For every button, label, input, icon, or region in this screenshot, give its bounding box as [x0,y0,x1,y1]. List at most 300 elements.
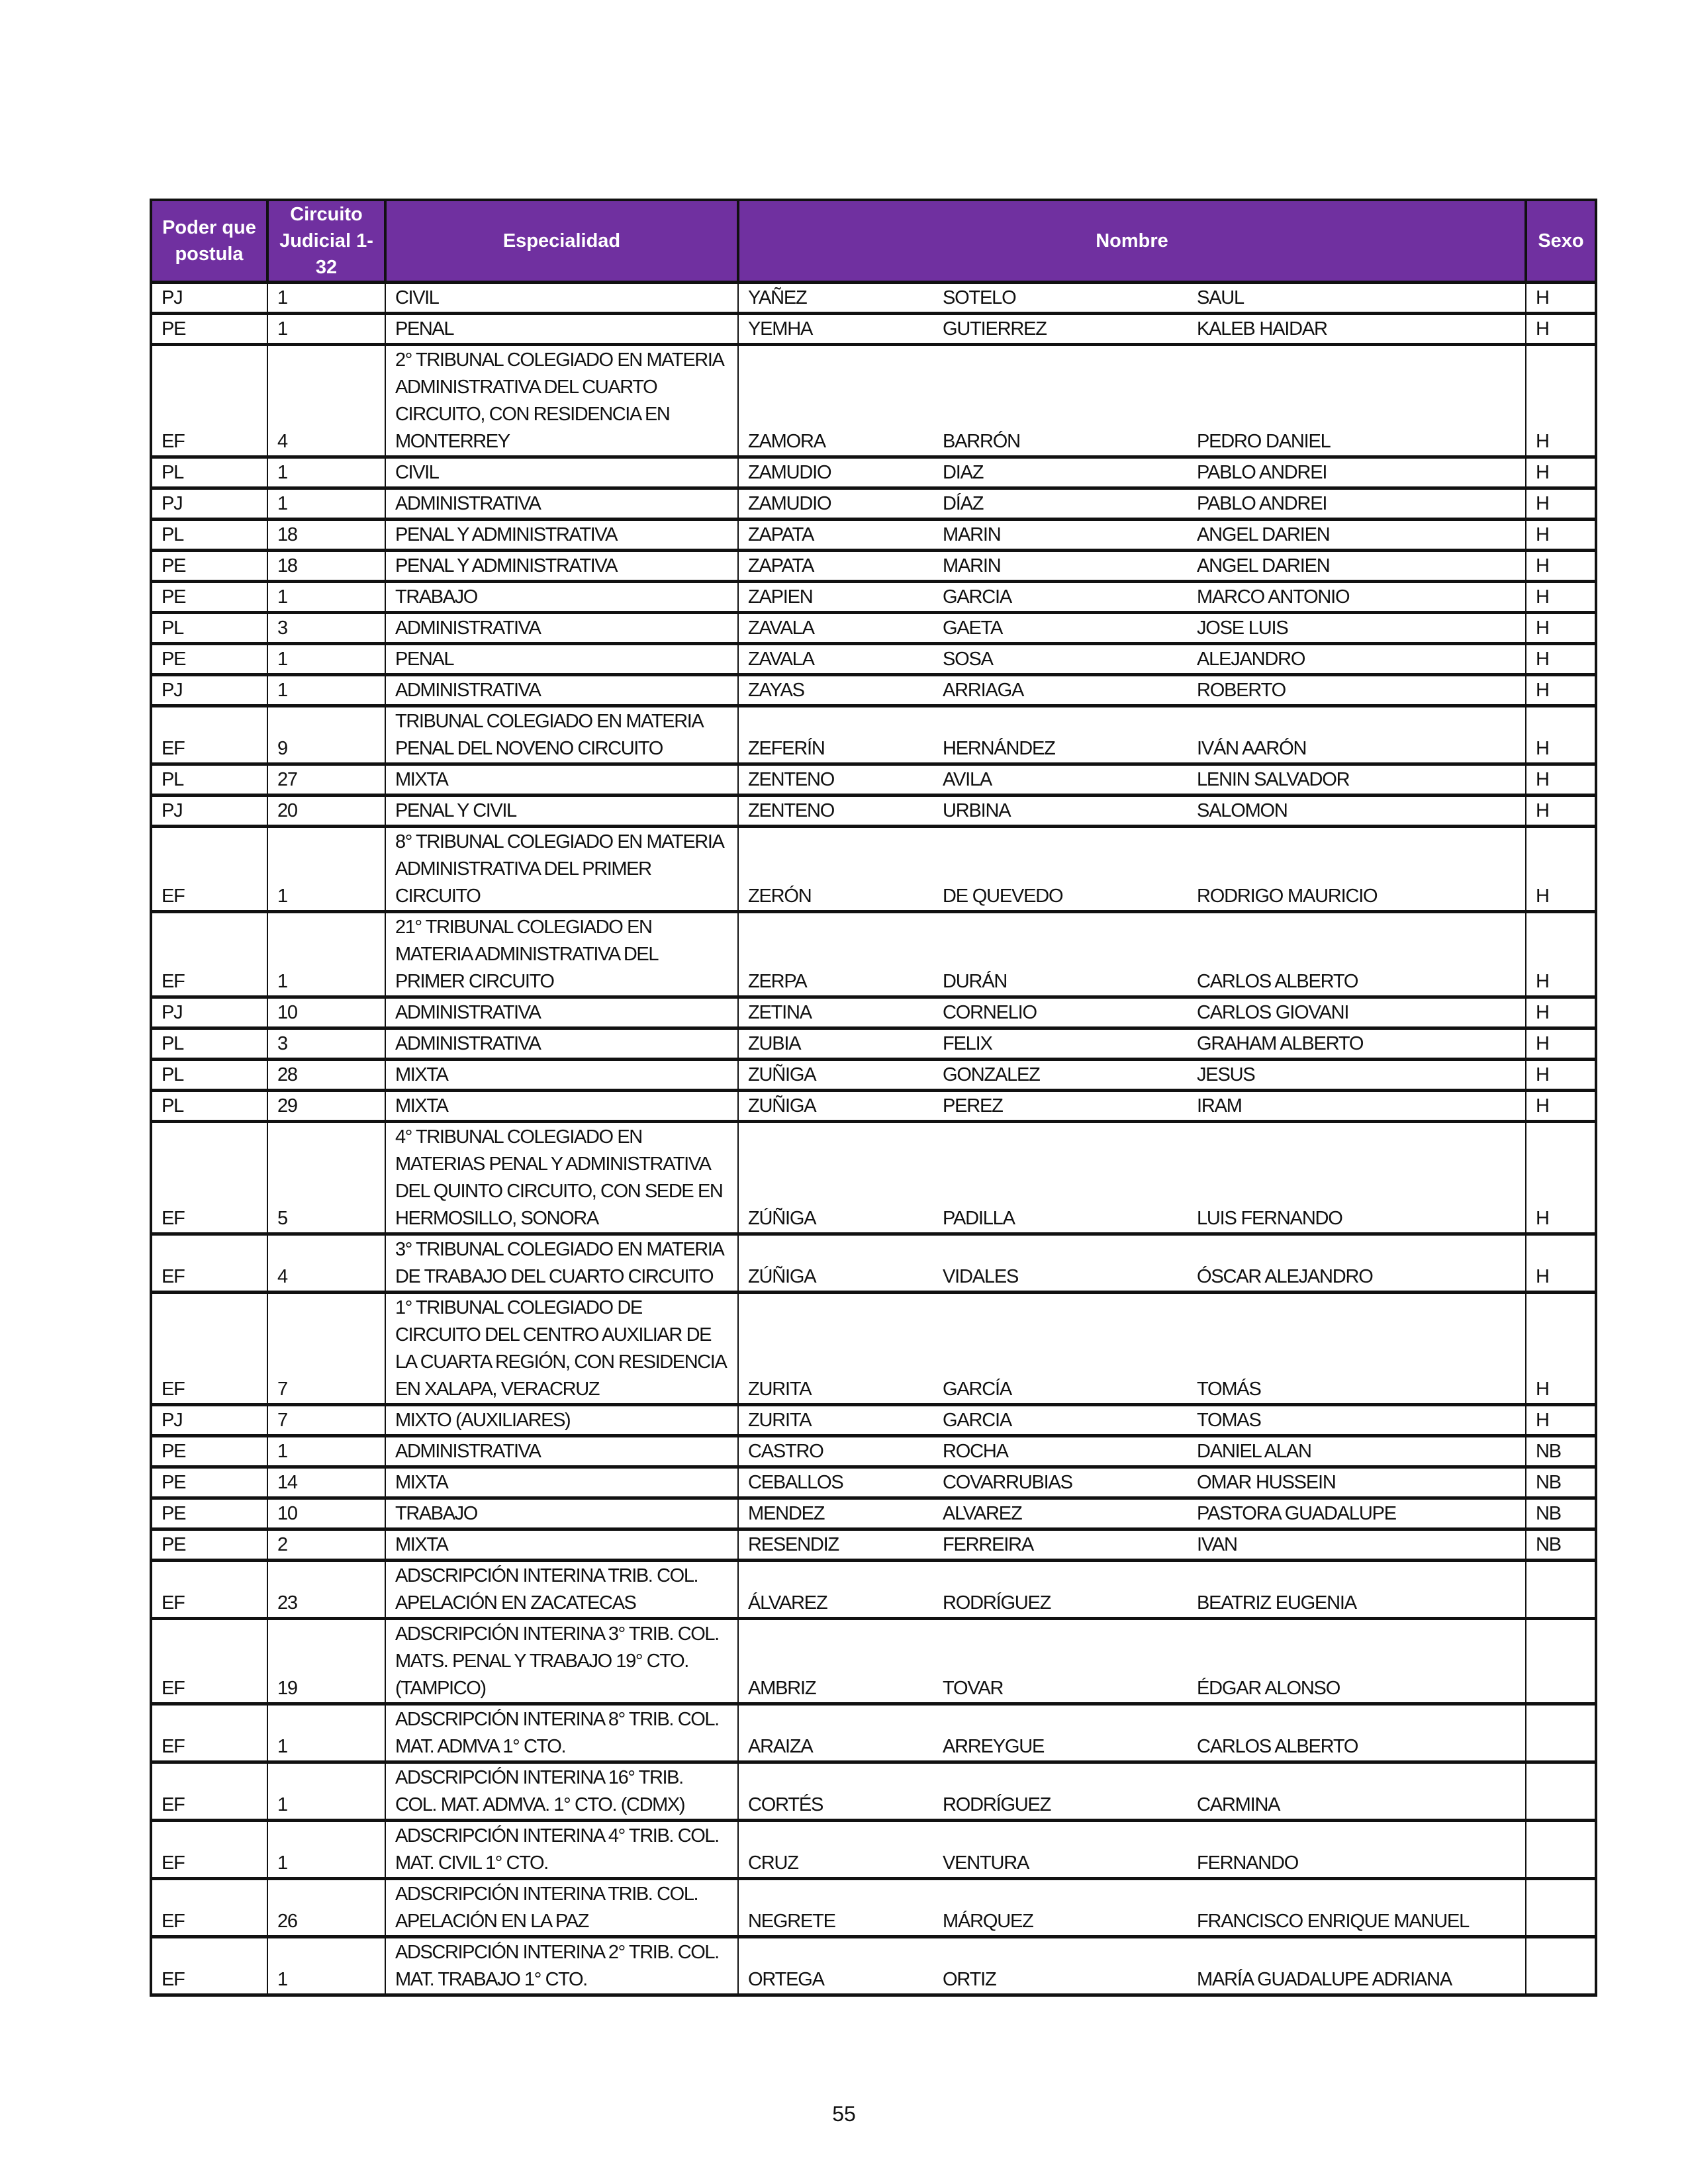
nombre-parts [739,1500,1525,1527]
table-row [151,912,1596,997]
apellido-materno: MARIN [943,555,1001,576]
cell-nombre [738,1436,1526,1467]
table-row [151,1028,1596,1060]
apellido-paterno: ZENTENO [748,800,835,821]
table-row [151,520,1596,551]
cell-poder: EF [151,1704,267,1762]
cell-circuito: 1 [267,314,385,345]
nombres: DANIEL ALAN [1197,1441,1311,1462]
table-row [151,551,1596,582]
cell-sexo: NB [1526,1436,1596,1467]
table-row [151,997,1596,1028]
cell-circuito: 1 [267,1821,385,1879]
cell-circuito: 14 [267,1467,385,1498]
cell-especialidad: TRABAJO [385,1498,738,1529]
cell-especialidad: MIXTA [385,1091,738,1122]
cell-nombre [738,457,1526,488]
nombre-parts [739,584,1525,611]
apellido-paterno: ARAIZA [748,1736,813,1757]
cell-sexo [1526,1561,1596,1619]
apellido-materno: ORTIZ [943,1969,996,1990]
cell-circuito: 18 [267,520,385,551]
cell-circuito: 1 [267,283,385,314]
cell-sexo: H [1526,1293,1596,1405]
nombre-parts [739,553,1525,580]
cell-nombre [738,283,1526,314]
cell-poder: EF [151,827,267,912]
cell-circuito: 5 [267,1122,385,1234]
cell-especialidad: ADSCRIPCIÓN INTERINA 3° TRIB. COL. MATS. PENAL Y TRABAJO 19° CTO. (TAMPICO) [385,1619,738,1704]
cell-circuito: 9 [267,706,385,764]
apellido-paterno: RESENDIZ [748,1534,839,1555]
apellido-materno: FERREIRA [943,1534,1034,1555]
apellido-materno: FELIX [943,1033,992,1054]
cell-sexo [1526,1704,1596,1762]
cell-poder: PE [151,551,267,582]
cell-sexo: H [1526,613,1596,644]
table-row [151,1467,1596,1498]
apellido-materno: ARREYGUE [943,1736,1045,1757]
apellido-paterno: ZAMORA [748,431,825,452]
nombres: FRANCISCO ENRIQUE MANUEL [1197,1911,1470,1932]
apellido-materno: SOSA [943,649,993,670]
cell-nombre [738,997,1526,1028]
apellido-materno: RODRÍGUEZ [943,1794,1051,1815]
apellido-paterno: ZUBIA [748,1033,801,1054]
apellido-materno: ROCHA [943,1441,1008,1462]
cell-nombre [738,1879,1526,1937]
apellido-paterno: ZAYAS [748,680,804,701]
apellido-materno: BARRÓN [943,431,1020,452]
cell-especialidad: ADSCRIPCIÓN INTERINA 8° TRIB. COL. MAT. ADMVA 1° CTO. [385,1704,738,1762]
apellido-materno: GARCÍA [943,1379,1011,1400]
cell-especialidad: ADMINISTRATIVA [385,997,738,1028]
cell-nombre [738,675,1526,706]
table-row [151,1234,1596,1293]
header-poder: Poder que postula [151,200,267,283]
cell-nombre [738,1762,1526,1821]
cell-sexo: H [1526,345,1596,457]
header-nombre: Nombre [738,200,1526,283]
cell-circuito: 1 [267,1436,385,1467]
table-row [151,1293,1596,1405]
nombres: IRAM [1197,1095,1242,1116]
apellido-paterno: ORTEGA [748,1969,824,1990]
cell-poder: PE [151,1467,267,1498]
cell-poder: EF [151,1293,267,1405]
nombre-parts [739,1908,1525,1935]
nombre-parts [739,1205,1525,1232]
apellido-materno: MARIN [943,524,1001,545]
nombre-parts [739,1966,1525,1993]
cell-circuito: 1 [267,912,385,997]
table-row [151,827,1596,912]
cell-nombre [738,1561,1526,1619]
nombres: OMAR HUSSEIN [1197,1472,1336,1493]
apellido-paterno: ZAMUDIO [748,493,831,514]
nombre-parts [739,615,1525,642]
cell-especialidad: 8° TRIBUNAL COLEGIADO EN MATERIA ADMINISTRATIVA DEL PRIMER CIRCUITO [385,827,738,912]
cell-sexo: H [1526,1091,1596,1122]
nombre-parts [739,883,1525,910]
cell-sexo: H [1526,1234,1596,1293]
apellido-materno: VENTURA [943,1852,1029,1874]
nombres: GRAHAM ALBERTO [1197,1033,1364,1054]
cell-nombre [738,1529,1526,1561]
cell-circuito: 3 [267,613,385,644]
nombre-parts [739,968,1525,995]
cell-circuito: 1 [267,1937,385,1995]
cell-especialidad: PENAL [385,314,738,345]
cell-circuito: 2 [267,1529,385,1561]
cell-nombre [738,1028,1526,1060]
apellido-materno: PEREZ [943,1095,1003,1116]
apellido-materno: DIAZ [943,462,984,483]
cell-nombre [738,488,1526,520]
nombres: CARLOS ALBERTO [1197,971,1358,992]
table-row [151,1060,1596,1091]
cell-nombre [738,1405,1526,1436]
cell-especialidad: MIXTA [385,1060,738,1091]
cell-circuito: 10 [267,1498,385,1529]
cell-circuito: 18 [267,551,385,582]
nombres: ANGEL DARIEN [1197,555,1330,576]
cell-sexo: H [1526,457,1596,488]
cell-circuito: 7 [267,1405,385,1436]
cell-poder: EF [151,1879,267,1937]
cell-poder: PE [151,1529,267,1561]
apellido-paterno: CASTRO [748,1441,823,1462]
cell-sexo: NB [1526,1498,1596,1529]
cell-poder: PJ [151,283,267,314]
table-row [151,706,1596,764]
cell-circuito: 1 [267,827,385,912]
apellido-paterno: ZAVALA [748,617,814,639]
table-row [151,1821,1596,1879]
nombres: PEDRO DANIEL [1197,431,1331,452]
cell-circuito: 1 [267,644,385,675]
nombres: CARMINA [1197,1794,1280,1815]
cell-poder: PL [151,1091,267,1122]
cell-circuito: 10 [267,997,385,1028]
cell-especialidad: ADSCRIPCIÓN INTERINA TRIB. COL. APELACIÓN EN ZACATECAS [385,1561,738,1619]
cell-poder: PJ [151,1405,267,1436]
cell-poder: PL [151,457,267,488]
nombres: LUIS FERNANDO [1197,1208,1342,1229]
apellido-materno: CORNELIO [943,1002,1037,1023]
apellido-paterno: MENDEZ [748,1503,825,1524]
cell-especialidad: ADSCRIPCIÓN INTERINA 4° TRIB. COL. MAT. CIVIL 1° CTO. [385,1821,738,1879]
cell-especialidad: ADSCRIPCIÓN INTERINA TRIB. COL. APELACIÓN EN LA PAZ [385,1879,738,1937]
apellido-materno: ARRIAGA [943,680,1024,701]
apellido-paterno: ZETINA [748,1002,812,1023]
table-row [151,1122,1596,1234]
candidates-table [150,199,1597,1997]
nombre-parts [739,428,1525,455]
cell-circuito: 29 [267,1091,385,1122]
header-sexo: Sexo [1526,200,1596,283]
nombre-parts [739,1062,1525,1089]
cell-poder: EF [151,1821,267,1879]
cell-especialidad: ADMINISTRATIVA [385,613,738,644]
cell-nombre [738,1091,1526,1122]
apellido-paterno: AMBRIZ [748,1678,816,1699]
nombre-parts [739,1792,1525,1819]
table-row [151,675,1596,706]
apellido-materno: GARCIA [943,586,1011,608]
nombre-parts [739,766,1525,794]
apellido-paterno: ZUÑIGA [748,1095,816,1116]
cell-poder: EF [151,1762,267,1821]
cell-especialidad: PENAL Y ADMINISTRATIVA [385,520,738,551]
cell-especialidad: MIXTA [385,1467,738,1498]
table-row [151,764,1596,796]
nombres: CARLOS ALBERTO [1197,1736,1358,1757]
nombres: IVÁN AARÓN [1197,738,1307,759]
cell-poder: PE [151,1498,267,1529]
nombre-parts [739,1850,1525,1877]
table-row [151,1498,1596,1529]
cell-circuito: 1 [267,582,385,613]
cell-nombre [738,1234,1526,1293]
nombres: SAUL [1197,287,1244,308]
apellido-materno: DÍAZ [943,493,984,514]
cell-especialidad: 3° TRIBUNAL COLEGIADO EN MATERIA DE TRABAJO DEL CUARTO CIRCUITO [385,1234,738,1293]
cell-poder: EF [151,912,267,997]
nombres: ÉDGAR ALONSO [1197,1678,1340,1699]
cell-poder: EF [151,1561,267,1619]
cell-especialidad: PENAL Y ADMINISTRATIVA [385,551,738,582]
cell-poder: PL [151,520,267,551]
cell-circuito: 23 [267,1561,385,1619]
cell-nombre [738,912,1526,997]
cell-nombre [738,1498,1526,1529]
table-row [151,457,1596,488]
nombres: PABLO ANDREI [1197,462,1327,483]
apellido-paterno: ZEFERÍN [748,738,825,759]
cell-poder: EF [151,706,267,764]
table-row [151,1436,1596,1467]
cell-poder: EF [151,1122,267,1234]
nombres: ALEJANDRO [1197,649,1305,670]
table-row [151,1937,1596,1995]
nombres: PASTORA GUADALUPE [1197,1503,1396,1524]
nombres: MARÍA GUADALUPE ADRIANA [1197,1969,1452,1990]
apellido-materno: GAETA [943,617,1003,639]
cell-sexo: H [1526,997,1596,1028]
table-row [151,796,1596,827]
cell-poder: EF [151,1234,267,1293]
nombre-parts [739,735,1525,762]
table-row [151,1405,1596,1436]
nombres: SALOMON [1197,800,1288,821]
table-row [151,613,1596,644]
cell-especialidad: ADMINISTRATIVA [385,1436,738,1467]
nombre-parts [739,459,1525,486]
table-row [151,1762,1596,1821]
apellido-materno: HERNÁNDEZ [943,738,1055,759]
cell-poder: PE [151,1436,267,1467]
apellido-paterno: CRUZ [748,1852,798,1874]
cell-nombre [738,644,1526,675]
apellido-paterno: CORTÉS [748,1794,823,1815]
cell-sexo: H [1526,283,1596,314]
apellido-paterno: ZERÓN [748,886,812,907]
nombre-parts [739,1590,1525,1617]
nombre-parts [739,1407,1525,1434]
nombre-parts [739,677,1525,704]
table-row [151,1529,1596,1561]
cell-especialidad: ADSCRIPCIÓN INTERINA 2° TRIB. COL. MAT. TRABAJO 1° CTO. [385,1937,738,1995]
cell-poder: PL [151,1028,267,1060]
nombres: TOMÁS [1197,1379,1261,1400]
cell-nombre [738,706,1526,764]
header-circuito: Circuito Judicial 1-32 [267,200,385,283]
cell-especialidad: ADMINISTRATIVA [385,675,738,706]
cell-nombre [738,1619,1526,1704]
cell-nombre [738,1467,1526,1498]
apellido-materno: MÁRQUEZ [943,1911,1033,1932]
cell-especialidad: TRIBUNAL COLEGIADO EN MATERIA PENAL DEL NOVENO CIRCUITO [385,706,738,764]
cell-nombre [738,551,1526,582]
nombre-parts [739,1531,1525,1559]
nombre-parts [739,490,1525,518]
cell-nombre [738,1821,1526,1879]
apellido-materno: RODRÍGUEZ [943,1592,1051,1614]
cell-sexo: H [1526,1060,1596,1091]
cell-especialidad: ADSCRIPCIÓN INTERINA 16° TRIB. COL. MAT. ADMVA. 1° CTO. (CDMX) [385,1762,738,1821]
cell-sexo: H [1526,827,1596,912]
cell-circuito: 26 [267,1879,385,1937]
cell-especialidad: ADMINISTRATIVA [385,1028,738,1060]
cell-especialidad: MIXTA [385,764,738,796]
apellido-materno: COVARRUBIAS [943,1472,1072,1493]
apellido-paterno: ZAPIEN [748,586,813,608]
cell-nombre [738,1704,1526,1762]
apellido-materno: URBINA [943,800,1011,821]
apellido-materno: DE QUEVEDO [943,886,1063,907]
cell-sexo: H [1526,764,1596,796]
nombre-parts [739,1733,1525,1760]
cell-circuito: 19 [267,1619,385,1704]
cell-circuito: 7 [267,1293,385,1405]
cell-sexo: NB [1526,1467,1596,1498]
cell-nombre [738,314,1526,345]
cell-poder: PL [151,1060,267,1091]
cell-nombre [738,582,1526,613]
cell-especialidad: TRABAJO [385,582,738,613]
cell-sexo: H [1526,644,1596,675]
table-row [151,1091,1596,1122]
apellido-paterno: CEBALLOS [748,1472,843,1493]
nombres: JOSE LUIS [1197,617,1288,639]
table-row [151,345,1596,457]
cell-sexo: H [1526,582,1596,613]
cell-especialidad: 2° TRIBUNAL COLEGIADO EN MATERIA ADMINISTRATIVA DEL CUARTO CIRCUITO, CON RESIDENCIA EN MONTERREY [385,345,738,457]
cell-poder: PJ [151,796,267,827]
nombres: JESUS [1197,1064,1255,1085]
cell-circuito: 1 [267,1704,385,1762]
nombre-parts [739,316,1525,343]
table-row [151,283,1596,314]
nombre-parts [739,285,1525,312]
cell-especialidad: CIVIL [385,457,738,488]
table-row [151,314,1596,345]
cell-nombre [738,764,1526,796]
apellido-paterno: ZURITA [748,1410,812,1431]
apellido-paterno: ZAMUDIO [748,462,831,483]
nombre-parts [739,999,1525,1026]
apellido-materno: GARCIA [943,1410,1011,1431]
apellido-paterno: ZAVALA [748,649,814,670]
cell-especialidad: 1° TRIBUNAL COLEGIADO DE CIRCUITO DEL CENTRO AUXILIAR DE LA CUARTA REGIÓN, CON RESIDENCIA EN XALAPA, VERACRUZ [385,1293,738,1405]
nombres: ROBERTO [1197,680,1286,701]
nombres: RODRIGO MAURICIO [1197,886,1378,907]
cell-sexo: H [1526,675,1596,706]
nombre-parts [739,1030,1525,1058]
apellido-materno: ALVAREZ [943,1503,1022,1524]
apellido-paterno: YEMHA [748,318,813,340]
cell-especialidad: MIXTA [385,1529,738,1561]
cell-sexo [1526,1762,1596,1821]
table-row [151,644,1596,675]
table-row [151,1619,1596,1704]
cell-poder: PJ [151,997,267,1028]
apellido-paterno: ZERPA [748,971,807,992]
cell-nombre [738,1060,1526,1091]
cell-poder: PE [151,314,267,345]
cell-poder: PJ [151,488,267,520]
cell-circuito: 4 [267,345,385,457]
cell-poder: PL [151,764,267,796]
apellido-paterno: ÁLVAREZ [748,1592,827,1614]
nombre-parts [739,797,1525,825]
cell-especialidad: PENAL Y CIVIL [385,796,738,827]
cell-poder: PE [151,644,267,675]
cell-circuito: 1 [267,1762,385,1821]
table-row [151,1561,1596,1619]
cell-nombre [738,796,1526,827]
nombres: ANGEL DARIEN [1197,524,1330,545]
nombre-parts [739,1093,1525,1120]
apellido-paterno: ZÚÑIGA [748,1266,816,1287]
cell-nombre [738,1122,1526,1234]
table-header-row [151,200,1596,283]
nombre-parts [739,1675,1525,1702]
nombre-parts [739,1263,1525,1291]
apellido-materno: VIDALES [943,1266,1019,1287]
table-body [151,283,1596,1995]
cell-sexo: H [1526,551,1596,582]
nombre-parts [739,522,1525,549]
apellido-paterno: ZÚÑIGA [748,1208,816,1229]
cell-sexo [1526,1879,1596,1937]
apellido-paterno: ZURITA [748,1379,812,1400]
cell-sexo: H [1526,706,1596,764]
cell-circuito: 1 [267,457,385,488]
apellido-paterno: ZENTENO [748,769,835,790]
page-number: 55 [832,2102,856,2126]
nombre-parts [739,646,1525,673]
nombres: MARCO ANTONIO [1197,586,1350,608]
apellido-paterno: ZAPATA [748,555,814,576]
apellido-materno: DURÁN [943,971,1008,992]
cell-poder: PJ [151,675,267,706]
cell-especialidad: MIXTO (AUXILIARES) [385,1405,738,1436]
header-especialidad: Especialidad [385,200,738,283]
cell-poder: EF [151,1619,267,1704]
table-row [151,488,1596,520]
